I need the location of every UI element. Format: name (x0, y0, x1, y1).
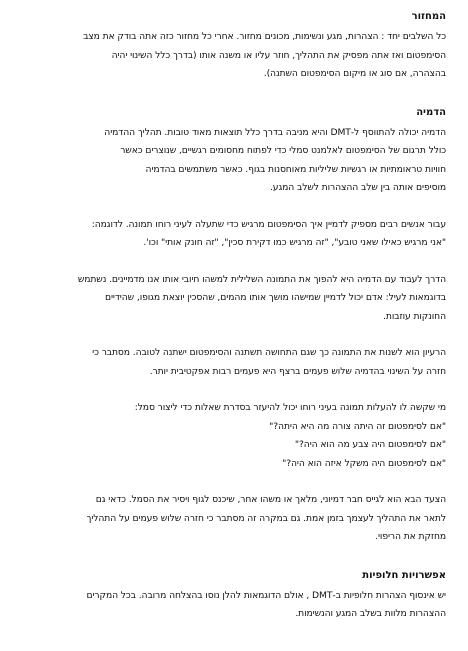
text-line: בדוגמאות לעיל: אדם יכול לדמיין שמישהו מושך אותו מהמים, שהסכין יוצאת מגופו, שהידיים (104, 292, 446, 303)
text-line: הדמיה יכולה להתווסף ל-DMT והיא מניבה בדרך כלל תוצאות מאוד טובות. תהליך ההדמיה (104, 126, 446, 138)
question-line: "אם לסימפטום היה משקל איזה הוא היה?" (282, 457, 446, 469)
text-line: עבור אנשים רבים מספיק לדמיין איך הסימפטום מרגיש כדי שתעלה לעיני רוחו תמונה. לדוגמה: (91, 218, 446, 230)
section-heading-cycle: המחזור (411, 11, 446, 22)
text-line: הסימפטום ואז אתה מפסיק את התהליך, חוזר עליו או משנה אותו (בדרך כלל השינוי יהיה (111, 49, 446, 61)
text-line: מי שקשה לו להעלות תמונה בעיני רוחו יכול להיעזר בסדרת שאלות כדי ליצור סמל: (134, 402, 446, 413)
paragraph-imagery-intro (14, 124, 446, 198)
text-line: לתאר את התהליך לעצמך בזמן אמת. גם במקרה זה מסתבר כי חזרה שלוש פעמים על התהליך (86, 512, 446, 524)
question-line: "אם לסימפטום היה צבע מה הוא היה?" (294, 439, 446, 450)
section-heading-imagery: הדמיה (416, 106, 446, 118)
question-line: "אם לסימפטום זה היתה צורה מה היא היתה?" (269, 420, 446, 432)
paragraph-alternatives (14, 587, 446, 624)
paragraph-imagery-next-step (14, 491, 446, 547)
section-heading-alternatives: אפשרויות חלופיות (362, 569, 446, 581)
text-line: ההצהרות מלוות בשלב המגע והנשימות. (295, 608, 446, 619)
paragraph-cycle (14, 28, 446, 84)
text-line: הרעיון הוא לשנות את התמונה כך שגם התחושה תשתנה והסימפטום ישתנה לטובה. מסתבר כי (92, 347, 446, 358)
text-line: מחזקת את הריפוי. (375, 531, 446, 542)
text-line: כולל תרגום של הסימפטום לאלמנט סמלי כדי לפתוח מחסומים רגשיים, שנוצרים כאשר (120, 145, 446, 156)
text-line: כל השלבים יחד : הצהרות, מגע ונשימות, מכונים מחזור. אחרי כל מחזור כזה אתה בודק את מצב (83, 31, 446, 42)
text-line: בהצהרה, אם סוג או מיקום הסימפטום השתנה). (263, 68, 446, 79)
text-line: חוויות טראומתיות או רגשיות שליליות מאוחסנות בגוף. כאשר משתמשים בהדמיה (145, 163, 446, 175)
paragraph-imagery-method (14, 271, 446, 327)
paragraph-imagery-examples (14, 216, 446, 253)
text-line: יש אינסוף הצהרות חלופיות ב-DMT , אולם הדוגמאות להלן נוסו בהצלחה מרובה. בכל המקרים (86, 589, 446, 601)
paragraph-imagery-questions (14, 399, 446, 473)
text-line: מוסיפים אותה בין שלב ההצהרות לשלב המגע. (269, 182, 446, 193)
text-line: "אני מרגיש כאילו שאני טובע", "זה מרגיש כמו דקירת סכין", "זה חונק אותי" וכו'. (143, 237, 446, 248)
text-line: הדרך לעבוד עם הדמיה היא להפוך את התמונה השלילית למשהו חיובי אותו אנו מדמיינים. נשתמש (77, 273, 446, 285)
text-line: חזרה על השינוי בהדמיה שלוש פעמים ברצף היא פעמים רבות אפקטיבית יותר. (149, 365, 446, 377)
paragraph-imagery-change (14, 344, 446, 381)
text-line: הצעד הבא הוא לגייס חבר דמיוני, מלאך או משהו אחר, שיכנס לגוף ויסיר את הסמל. כדאי גם (95, 494, 446, 505)
text-line: החונקות עוזבות. (383, 310, 446, 322)
